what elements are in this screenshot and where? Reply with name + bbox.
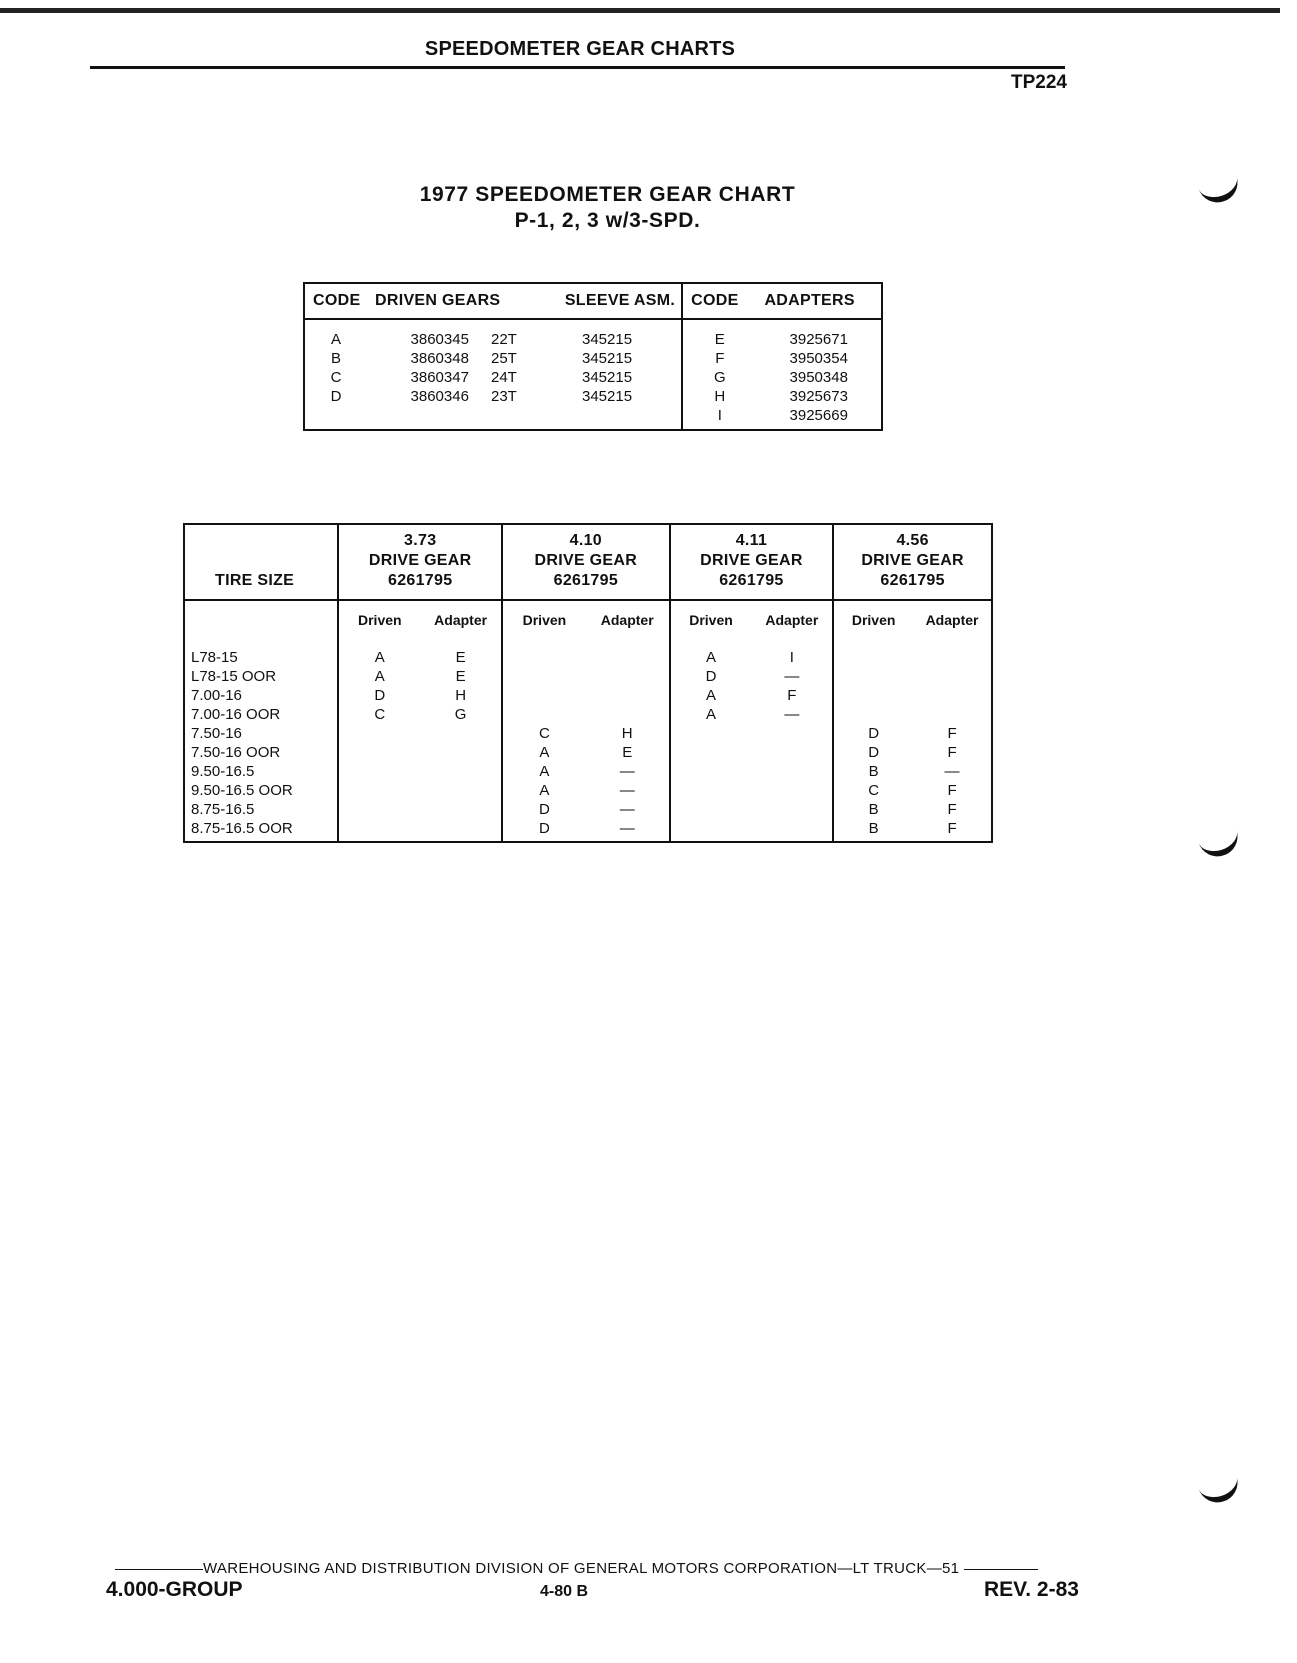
table-row: [184, 705, 992, 724]
adapter-code: —: [784, 668, 800, 685]
driven-code: C: [502, 724, 586, 743]
footer-dash-right: [964, 1569, 1038, 1570]
table-row: [304, 368, 882, 387]
adapter-code: [751, 743, 833, 762]
footer-division-line: [115, 1560, 1038, 1577]
sleeve-part: [533, 406, 682, 430]
driven-code: [670, 781, 752, 800]
subheader-adapter: Adapter: [600, 612, 654, 628]
header-tire-size: TIRE SIZE: [184, 524, 338, 600]
ratio-header: [670, 524, 834, 600]
adapter-code: G: [454, 706, 467, 723]
tire-size: 7.50-16: [191, 725, 242, 742]
header-driven-gears: DRIVEN GEARS: [367, 283, 533, 319]
tire-size: L78-15: [191, 649, 238, 666]
subheader-driven: Driven: [338, 600, 420, 648]
tire-size: 9.50-16.5: [191, 763, 255, 780]
footer-revision: REV. 2-83: [984, 1578, 1079, 1601]
gear-part: 3860348: [410, 350, 469, 367]
adapter-code: [913, 648, 992, 667]
ratio-label: DRIVE GEAR: [368, 552, 472, 569]
sleeve-part: 345215: [582, 388, 633, 405]
adapter-code: [751, 762, 833, 781]
adapter-code: F: [947, 725, 957, 742]
table-row: [184, 781, 992, 800]
subheader-row: [184, 600, 992, 648]
header-code: CODE: [304, 283, 367, 319]
adapter-code: [913, 686, 992, 705]
ratio-part: 6261795: [719, 572, 784, 589]
driven-code: D: [670, 667, 752, 686]
driven-code: [502, 686, 586, 705]
table-row: [184, 724, 992, 743]
ratio-label: DRIVE GEAR: [861, 552, 964, 569]
gear-part: 3860347: [410, 369, 469, 386]
adapter-code: —: [619, 820, 635, 837]
tire-size: 7.50-16 OOR: [191, 744, 281, 761]
adapter-code: I: [789, 649, 794, 666]
adapter-code: [751, 819, 833, 842]
driven-code: A: [670, 686, 752, 705]
ratio-header: [833, 524, 992, 600]
driven-code: A: [670, 705, 752, 724]
adapter-code: E: [455, 649, 466, 666]
driven-code: [833, 705, 913, 724]
subheader-driven: Driven: [670, 600, 752, 648]
adapter-code: F: [947, 744, 957, 761]
adapter-code: [420, 800, 502, 819]
driven-code: [670, 743, 752, 762]
adapter-code: [913, 705, 992, 724]
driven-code: [833, 667, 913, 686]
gear-code: A: [330, 331, 341, 348]
footer-page-number: 4-80 B: [540, 1583, 589, 1600]
gear-code: B: [330, 350, 341, 367]
subheader-driven: Driven: [502, 600, 586, 648]
tire-size: 8.75-16.5: [191, 801, 255, 818]
driven-code: [670, 819, 752, 842]
driven-code: D: [833, 724, 913, 743]
subheader-adapter: Adapter: [765, 612, 819, 628]
adapter-code: H: [455, 687, 467, 704]
footer-group: 4.000-GROUP: [106, 1578, 243, 1601]
table-row: [304, 319, 882, 349]
header-sleeve-asm: SLEEVE ASM.: [533, 283, 682, 319]
sleeve-part: 345215: [582, 331, 633, 348]
adapter-code: F: [947, 820, 957, 837]
driven-code: A: [502, 781, 586, 800]
driven-code: A: [502, 762, 586, 781]
adapter-code: [751, 724, 833, 743]
adapter-code: [586, 648, 670, 667]
driven-code: [833, 648, 913, 667]
gear-teeth: 23T: [491, 388, 517, 405]
section-title: SPEEDOMETER GEAR CHARTS: [424, 38, 736, 60]
tire-size: 7.00-16 OOR: [191, 706, 281, 723]
table-row: [304, 349, 882, 368]
driven-code: [833, 686, 913, 705]
table-row: [184, 667, 992, 686]
driven-code: D: [502, 819, 586, 842]
adapter-part: 3925673: [789, 388, 848, 405]
adapter-code: F: [787, 687, 797, 704]
table-row: [304, 387, 882, 406]
driven-code: [338, 762, 420, 781]
binder-hole-mark: [1197, 1472, 1242, 1507]
driven-code: [338, 800, 420, 819]
adapter-code: H: [682, 387, 756, 406]
driven-code: [502, 705, 586, 724]
adapter-code: —: [619, 763, 635, 780]
adapter-part: 3925669: [789, 407, 848, 424]
adapter-code: [913, 667, 992, 686]
tire-size: L78-15 OOR: [191, 668, 277, 685]
binder-hole-mark: [1197, 172, 1242, 207]
chart-title-line1: 1977 SPEEDOMETER GEAR CHART: [419, 183, 796, 206]
adapter-code: E: [455, 668, 466, 685]
adapter-code: —: [619, 782, 635, 799]
adapter-code: —: [944, 763, 960, 780]
gear-part: [367, 406, 475, 430]
ratio-value: 3.73: [404, 532, 437, 549]
adapter-code: [586, 705, 670, 724]
adapter-code: F: [947, 801, 957, 818]
gear-part: 3860345: [410, 331, 469, 348]
tire-size-table: [183, 523, 993, 843]
adapter-code: F: [682, 349, 756, 368]
table-row: [184, 743, 992, 762]
table-row: [184, 800, 992, 819]
ratio-value: 4.10: [569, 532, 602, 549]
gear-code: [304, 406, 367, 430]
top-border-rule: [0, 8, 1280, 13]
adapter-code: [586, 667, 670, 686]
tire-size: 9.50-16.5 OOR: [191, 782, 293, 799]
ratio-value: 4.11: [735, 532, 768, 549]
page-code: TP224: [1011, 72, 1067, 93]
footer-dash-left: [115, 1569, 203, 1570]
adapter-code: F: [947, 782, 957, 799]
table-row: [184, 819, 992, 842]
adapter-code: [751, 800, 833, 819]
driven-code: A: [338, 648, 420, 667]
driven-code: [338, 819, 420, 842]
sleeve-part: 345215: [582, 350, 633, 367]
adapter-code: [420, 724, 502, 743]
driven-code: [338, 743, 420, 762]
adapter-code: —: [784, 706, 800, 723]
subheader-adapter: Adapter: [434, 612, 488, 628]
adapter-code: G: [682, 368, 756, 387]
adapter-part: 3950348: [789, 369, 848, 386]
tire-size: 8.75-16.5 OOR: [191, 820, 293, 837]
binder-hole-mark: [1197, 826, 1242, 861]
driven-code: [338, 781, 420, 800]
chart-title-line2: P-1, 2, 3 w/3-SPD.: [514, 209, 701, 232]
driven-code: B: [833, 762, 913, 781]
driven-code: [502, 648, 586, 667]
subheader-adapter: Adapter: [925, 612, 979, 628]
adapter-code: —: [619, 801, 635, 818]
tire-size: 7.00-16: [191, 687, 242, 704]
adapter-code: [420, 743, 502, 762]
title-underline: [90, 66, 1065, 69]
table-row: [184, 648, 992, 667]
driven-gears-table: [303, 282, 883, 431]
driven-code: [338, 724, 420, 743]
driven-code: C: [833, 781, 913, 800]
adapter-code: E: [622, 744, 633, 761]
footer-division-text: WAREHOUSING AND DISTRIBUTION DIVISION OF GENERAL MOTORS CORPORATION—LT TRUCK—51: [203, 1560, 960, 1577]
header-adapter-code: CODE: [682, 283, 756, 319]
adapter-part: 3950354: [789, 350, 848, 367]
driven-code: B: [833, 819, 913, 842]
ratio-header: [502, 524, 670, 600]
ratio-part: 6261795: [880, 572, 945, 589]
adapter-code: [586, 686, 670, 705]
driven-code: [670, 724, 752, 743]
driven-code: [502, 667, 586, 686]
ratio-label: DRIVE GEAR: [700, 552, 803, 569]
adapter-code: E: [682, 319, 756, 349]
header-adapters: ADAPTERS: [756, 283, 882, 319]
driven-code: B: [833, 800, 913, 819]
driven-code: D: [338, 686, 420, 705]
ratio-value: 4.56: [896, 532, 929, 549]
table-row: [184, 686, 992, 705]
ratio-header: [338, 524, 502, 600]
table-row: [184, 762, 992, 781]
adapter-code: [420, 781, 502, 800]
gear-part: 3860346: [410, 388, 469, 405]
driven-code: A: [502, 743, 586, 762]
ratio-part: 6261795: [388, 572, 453, 589]
driven-code: C: [338, 705, 420, 724]
gear-code: C: [330, 369, 342, 386]
ratio-part: 6261795: [553, 572, 619, 589]
adapter-code: [751, 781, 833, 800]
ratio-label: DRIVE GEAR: [534, 552, 638, 569]
driven-code: A: [338, 667, 420, 686]
driven-code: [670, 800, 752, 819]
adapter-code: I: [682, 406, 756, 430]
gear-teeth: 24T: [491, 369, 517, 386]
adapter-code: [420, 819, 502, 842]
subheader-driven: Driven: [833, 600, 913, 648]
gear-teeth: 22T: [491, 331, 517, 348]
chart-title: [340, 182, 875, 234]
driven-code: [670, 762, 752, 781]
driven-code: A: [670, 648, 752, 667]
gear-teeth: [475, 406, 533, 430]
adapter-part: 3925671: [789, 331, 848, 348]
gear-teeth: 25T: [491, 350, 517, 367]
driven-code: D: [502, 800, 586, 819]
adapter-code: [420, 762, 502, 781]
sleeve-part: 345215: [582, 369, 633, 386]
adapter-code: H: [621, 725, 633, 742]
gear-code: D: [330, 388, 342, 405]
table-row: [304, 406, 882, 430]
driven-code: D: [833, 743, 913, 762]
